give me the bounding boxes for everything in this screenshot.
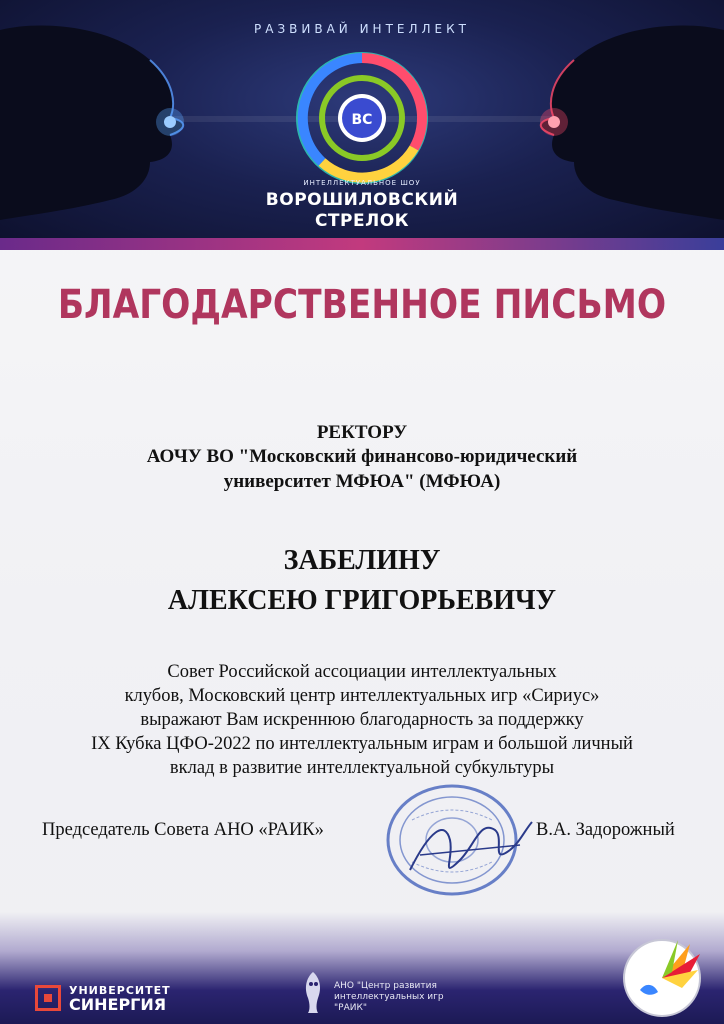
organization-name <box>80 444 644 494</box>
raik-line2: интеллектуальных игр <box>334 992 444 1002</box>
raik-line3: "РАИК" <box>334 1003 367 1013</box>
signatory-position: Председатель Совета АНО «РАИК» <box>42 820 324 840</box>
show-label: ИНТЕЛЛЕКТУАЛЬНОЕ ШОУ <box>303 179 421 187</box>
show-name-line2: СТРЕЛОК <box>314 211 410 231</box>
addressee-role: РЕКТОРУ <box>316 422 408 443</box>
kubok-logo-icon <box>620 934 704 1018</box>
banner-accent-strip <box>0 238 724 250</box>
sinergia-logo-icon <box>35 985 61 1011</box>
body-line: клубов, Московский центр интеллектуальных игр «Сириус» <box>124 686 600 706</box>
footer-band <box>0 912 724 1024</box>
raik-line1: АНО "Центр развития <box>334 981 437 991</box>
recipient-surname: ЗАБЕЛИНУ <box>283 545 441 576</box>
organization-line2: университет МФЮА" (МФЮА) <box>223 471 501 492</box>
body-line: IX Кубка ЦФО-2022 по интеллектуальным играм и большой личный <box>91 734 633 754</box>
sponsor-line2: СИНЕРГИЯ <box>69 995 167 1014</box>
emblem-text: ВС <box>351 112 373 128</box>
sponsor-logo <box>35 982 171 1014</box>
recipient-given-names: АЛЕКСЕЮ ГРИГОРЬЕВИЧУ <box>167 585 557 616</box>
raik-logo <box>300 970 444 1014</box>
raik-owl-icon <box>300 970 326 1014</box>
show-name-line1: ВОРОШИЛОВСКИЙ <box>265 190 459 210</box>
body-line: вклад в развитие интеллектуальной субкультуры <box>169 758 555 778</box>
letter-body <box>60 660 664 780</box>
document-title: БЛАГОДАРСТВЕННОЕ ПИСЬМО <box>57 282 667 328</box>
organization-line1: АОЧУ ВО "Московский финансово-юридический <box>146 446 578 467</box>
signatory-name: В.А. Задорожный <box>536 820 675 840</box>
sponsor-line1: УНИВЕРСИТЕТ <box>69 984 171 997</box>
header-banner <box>0 0 724 250</box>
body-line: выражают Вам искреннюю благодарность за поддержку <box>140 710 584 730</box>
banner-tagline: РАЗВИВАЙ ИНТЕЛЛЕКТ <box>254 22 470 36</box>
signature-icon <box>400 800 540 890</box>
body-line: Совет Российской ассоциации интеллектуальных <box>167 662 557 682</box>
